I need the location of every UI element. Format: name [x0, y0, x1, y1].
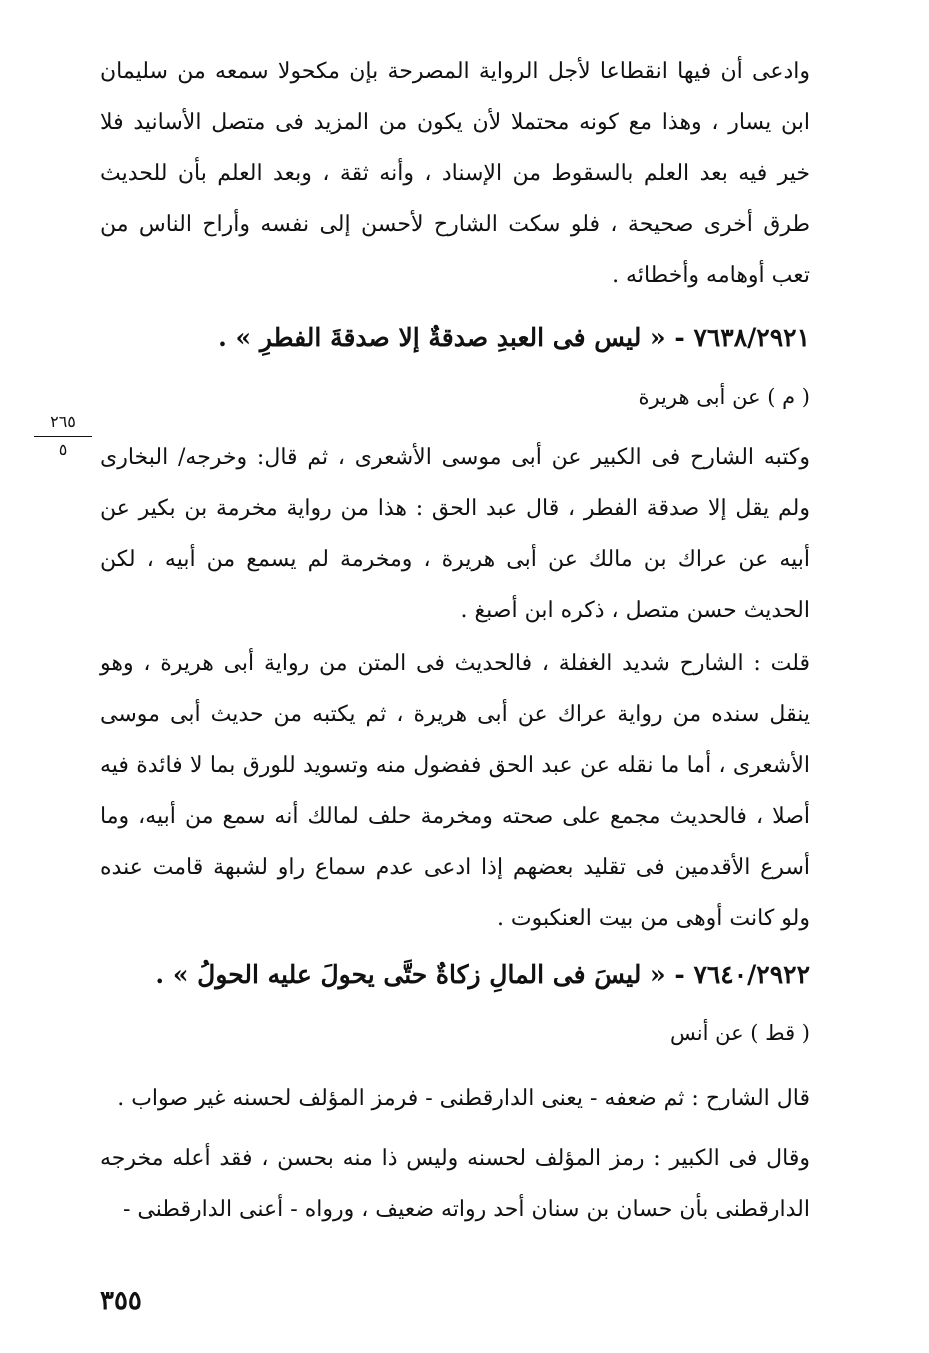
margin-reference-volume: ٢٦٥: [50, 412, 76, 431]
page-number: ٣٥٥: [100, 1286, 142, 1316]
hadith-source-2922: ( قط ) عن أنس: [669, 1021, 810, 1045]
paragraph-commentary-4: قال الشارح : ثم ضعفه - يعنى الدارقطنى - فرمز المؤلف لحسنه غير صواب .: [117, 1086, 810, 1111]
hadith-heading-2921: ٧٦٣٨/٢٩٢١ - « ليس فى العبدِ صدقةٌ إلا صدقةَ الفطرِ » .: [218, 323, 810, 352]
paragraph-commentary-5: وقال فى الكبير : رمز المؤلف لحسنه وليس ذا منه بحسن ، فقد أعله مخرجه الدارقطنى بأن حسان بن سنان أحد رواته ضعيف ، ورواه - أعنى الدارقطنى -: [100, 1146, 810, 1222]
hadith-heading-2922: ٧٦٤٠/٢٩٢٢ - « ليسَ فى المالِ زكاةٌ حتَّى يحولَ عليه الحولُ » .: [155, 960, 810, 989]
paragraph-commentary-1: وادعى أن فيها انقطاعا لأجل الرواية المصرحة بإن مكحولا سمعه من سليمان ابن يسار ، وهذا مع كونه محتملا لأن يكون من المزيد فى متصل الأسانيد فلا خير فيه بعد العلم بالسقوط من الإسناد ، وأنه ثقة ، وبعد العلم بأن للحديث طرق أخرى صحيحة ، فلو سكت الشارح لأحسن إلى نفسه وأراح الناس من تعب أوهامه وأخطائه .: [100, 59, 810, 288]
hadith-source-2921: ( م ) عن أبى هريرة: [638, 385, 810, 409]
margin-reference-rule: [34, 436, 92, 437]
margin-reference-part: ٥: [58, 440, 68, 459]
paragraph-commentary-3: قلت : الشارح شديد الغفلة ، فالحديث فى المتن من رواية أبى هريرة ، وهو ينقل سنده من رواية عراك عن أبى هريرة ، ثم يكتبه من حديث أبى موسى الأشعرى ، أما ما نقله عن عبد الحق ففضول منه وتسويد للورق بما لا فائدة فيه أصلا ، فالحديث مجمع على صحته ومخرمة حلف لمالك أنه سمع من أبيه، وما أسرع الأقدمين فى تقليد بعضهم إذا ادعى عدم سماع راو لشبهة قامت عنده ولو كانت أوهى من بيت العنكبوت .: [100, 651, 810, 931]
paragraph-commentary-2: وكتبه الشارح فى الكبير عن أبى موسى الأشعرى ، ثم قال: وخرجه/ البخارى ولم يقل إلا صدقة الفطر ، قال عبد الحق : هذا من رواية مخرمة بن بكير عن أبيه عن عراك بن مالك عن أبى هريرة ، ومخرمة لم يسمع من أبيه ، لكن الحديث حسن متصل ، ذكره ابن أصبغ .: [100, 445, 810, 623]
margin-reference: [28, 412, 98, 460]
